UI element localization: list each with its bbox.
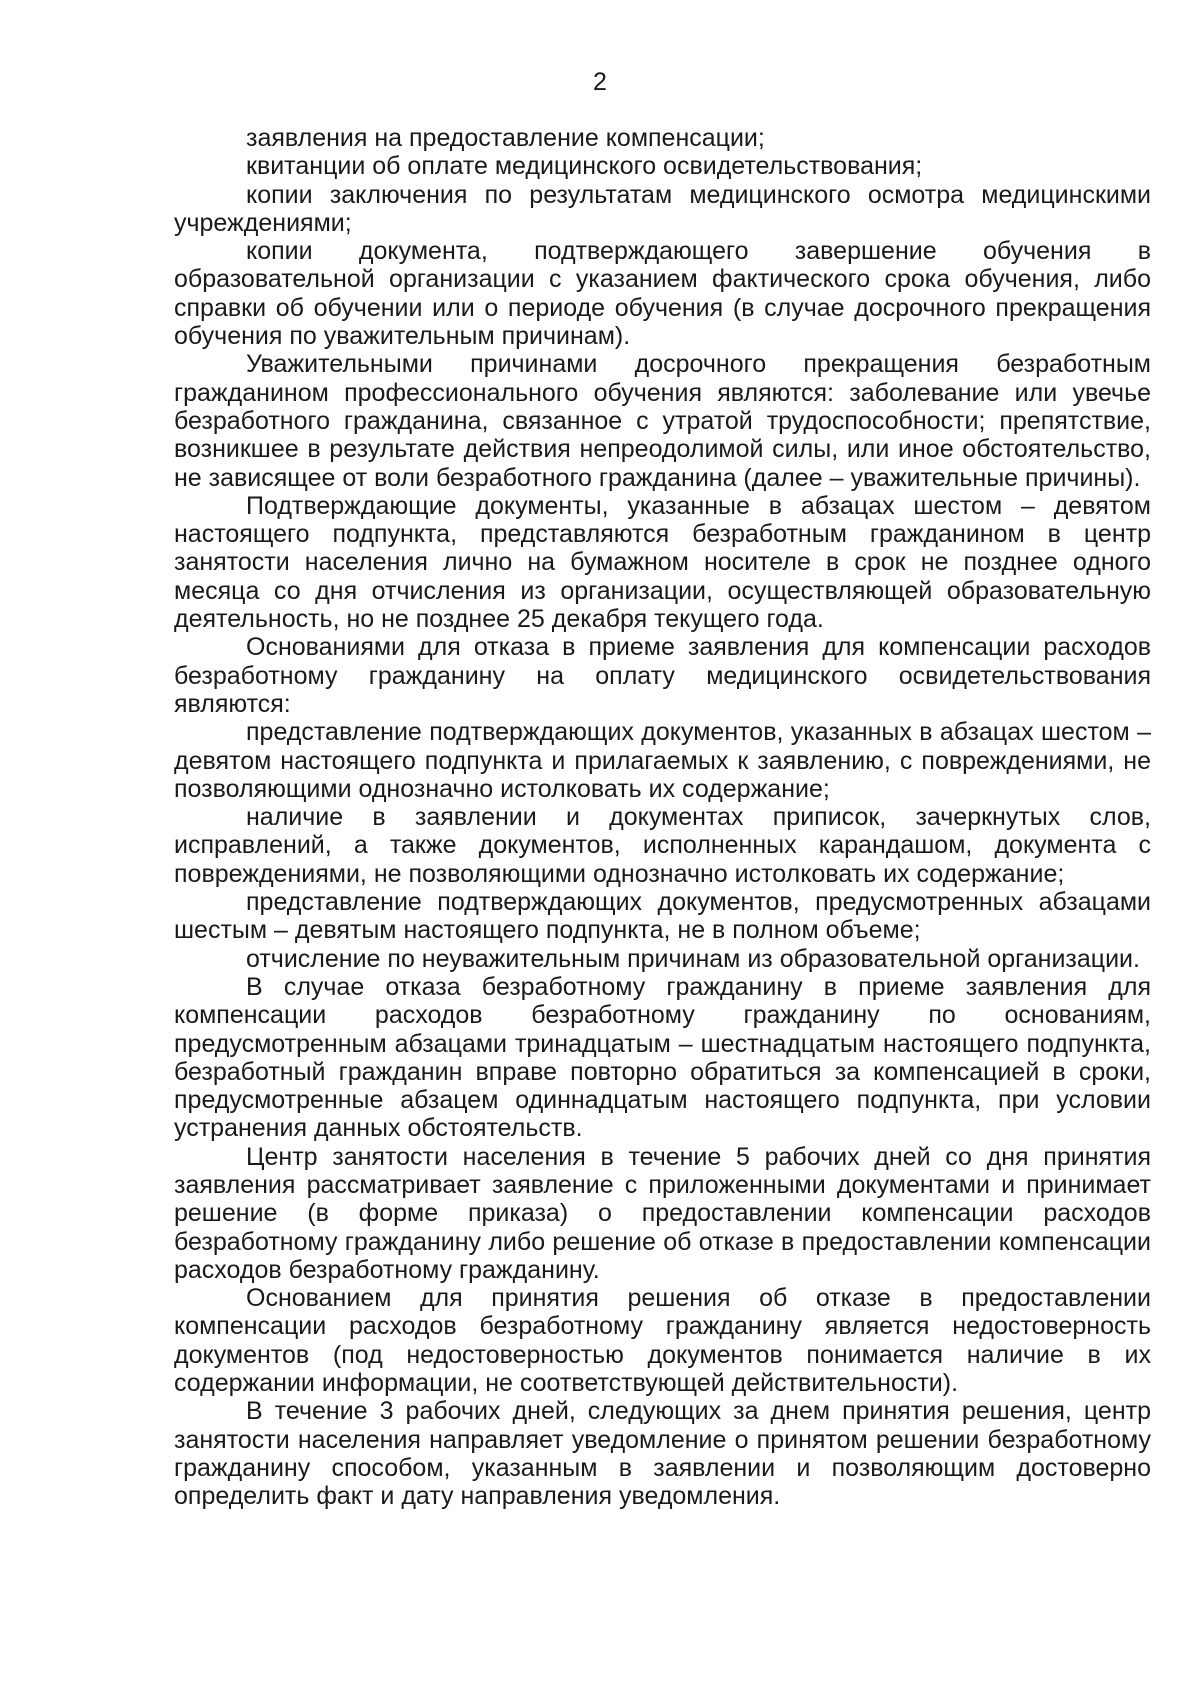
paragraph: копии заключения по результатам медицинского осмотра медицинскими учреждениями; bbox=[174, 180, 1151, 237]
paragraph: копии документа, подтверждающего завершение обучения в образовательной организации с указанием фактического срока обучения, либо справки об обучении или о периоде обучения (в случае досрочного прекращения обучения по уважительным причинам). bbox=[174, 237, 1151, 351]
page-number: 2 bbox=[593, 68, 607, 96]
paragraph: квитанции об оплате медицинского освидетельствования; bbox=[246, 152, 923, 181]
paragraph: Центр занятости населения в течение 5 рабочих дней со дня принятия заявления рассматривает заявление с приложенными документами и принимает решение (в форме приказа) о предоставлении компенсации расходов безработному гражданину либо решение об отказе в предоставлении компенсации расходов безработному гражданину. bbox=[174, 1142, 1151, 1284]
paragraph: Основаниями для отказа в приеме заявления для компенсации расходов безработному гражданину на оплату медицинского освидетельствования являются: bbox=[174, 633, 1151, 718]
paragraph: Подтверждающие документы, указанные в абзацах шестом – девятом настоящего подпункта, представляются безработным гражданином в центр занятости населения лично на бумажном носителе в срок не позднее одного месяца со дня отчисления из организации, осуществляющей образовательную деятельность, но не позднее 25 декабря текущего года. bbox=[174, 491, 1151, 634]
paragraph: представление подтверждающих документов, указанных в абзацах шестом – девятом настоящего подпункта и прилагаемых к заявлению, с повреждениями, не позволяющими однозначно истолковать их содержание; bbox=[174, 718, 1151, 803]
paragraph: заявления на предоставление компенсации; bbox=[246, 124, 765, 152]
paragraph: В случае отказа безработному гражданину в приеме заявления для компенсации расходов безработному гражданину по основаниям, предусмотренным абзацами тринадцатым – шестнадцатым настоящего подпункта, безработный гражданин вправе повторно обратиться за компенсацией в сроки, предусмотренные абзацем одиннадцатым настоящего подпункта, при условии устранения данных обстоятельств. bbox=[174, 972, 1151, 1143]
paragraph: Уважительными причинами досрочного прекращения безработным гражданином профессионального обучения являются: заболевание или увечье безработного гражданина, связанное с утратой трудоспособности; препятствие, возникшее в результате действия непреодолимой силы, или иное обстоятельство, не зависящее от воли безработного гражданина (далее – уважительные причины). bbox=[174, 350, 1151, 492]
document-body bbox=[174, 124, 1151, 1511]
paragraph: отчисление по неуважительным причинам из образовательной организации. bbox=[246, 944, 1140, 973]
paragraph: В течение 3 рабочих дней, следующих за днем принятия решения, центр занятости населения направляет уведомление о принятом решении безработному гражданину способом, указанным в заявлении и позволяющим достоверно определить факт и дату направления уведомления. bbox=[174, 1397, 1151, 1511]
paragraph: Основанием для принятия решения об отказе в предоставлении компенсации расходов безработному гражданину является недостоверность документов (под недостоверностью документов понимается наличие в их содержании информации, не соответствующей действительности). bbox=[174, 1284, 1151, 1398]
paragraph: наличие в заявлении и документах приписок, зачеркнутых слов, исправлений, а также документов, исполненных карандашом, документа с повреждениями, не позволяющими однозначно истолковать их содержание; bbox=[174, 803, 1151, 888]
paragraph: представление подтверждающих документов, предусмотренных абзацами шестым – девятым настоящего подпункта, не в полном объеме; bbox=[174, 888, 1151, 945]
